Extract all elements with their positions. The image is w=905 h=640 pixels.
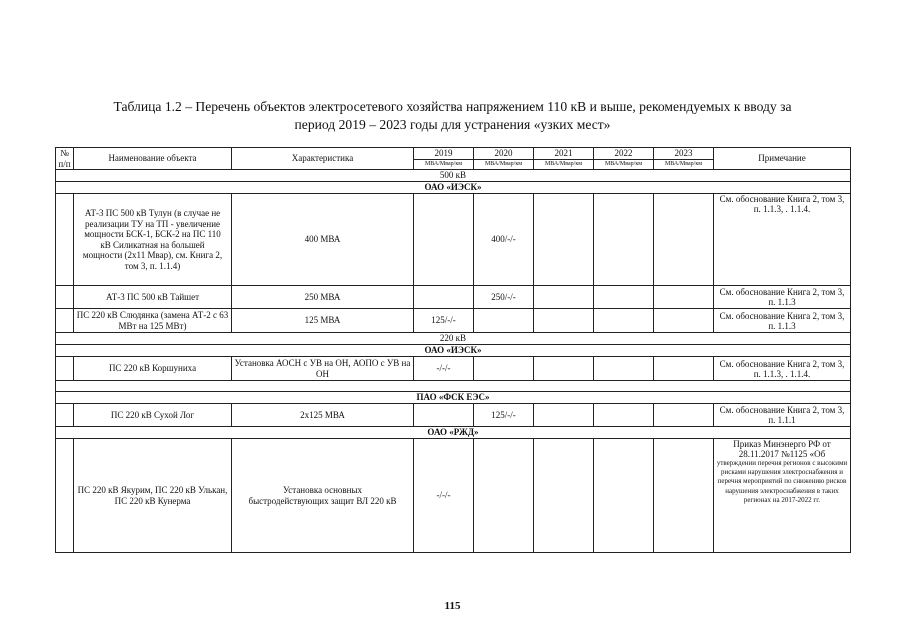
value-2020	[474, 439, 534, 553]
object-characteristic: 125 МВА	[232, 309, 414, 333]
table-row	[56, 309, 851, 333]
unit-2023: МВА/Мвар/км	[654, 159, 714, 169]
header-note: Примечание	[714, 148, 851, 170]
object-characteristic: Установка основных быстродействующих защит ВЛ 220 кВ	[232, 439, 414, 553]
table-caption	[40, 98, 865, 134]
page-number: 115	[444, 600, 461, 612]
value-2020	[474, 357, 534, 381]
object-name: ПС 220 кВ Коршуниха	[74, 357, 232, 381]
value-2019: 125/-/-	[414, 309, 474, 333]
unit-2022: МВА/Мвар/км	[594, 159, 654, 169]
note-order-tail: утверждении перечня регионов с высокими рисками нарушения электроснабжения и перечня мероприятий по снижению рисков нарушения электроснабжения в таких регионах на 2017-2022 гг.	[716, 459, 848, 504]
unit-2021: МВА/Мвар/км	[534, 159, 594, 169]
object-characteristic: 400 МВА	[232, 194, 414, 286]
table-row-empty	[56, 381, 851, 392]
object-note: См. обоснование Книга 2, том 3, п. 1.1.3, . 1.1.4.	[714, 357, 851, 381]
table-row	[56, 286, 851, 309]
object-note: См. обоснование Книга 2, том 3, п. 1.1.1	[714, 404, 851, 427]
object-characteristic: 250 МВА	[232, 286, 414, 309]
table-row	[56, 404, 851, 427]
objects-table	[55, 147, 851, 553]
table-row	[56, 194, 851, 286]
org-rzd: ОАО «РЖД»	[56, 427, 851, 439]
object-name: АТ-3 ПС 500 кВ Тайшет	[74, 286, 232, 309]
value-2019: -/-/-	[414, 439, 474, 553]
object-name: АТ-3 ПС 500 кВ Тулун (в случае не реализации ТУ на ТП - увеличение мощности БСК-1, БСК-2 на ПС 110 кВ Силикатная на большей мощности (2х11 Мвар), см. Книга 2, том 3, п. 1.1.4)	[74, 194, 232, 286]
org-iesk-2: ОАО «ИЭСК»	[56, 345, 851, 357]
value-2020: 250/-/-	[474, 286, 534, 309]
header-characteristic: Характеристика	[232, 148, 414, 170]
header-year-2020: 2020	[474, 148, 534, 160]
header-year-2023: 2023	[654, 148, 714, 160]
object-name: ПС 220 кВ Якурим, ПС 220 кВ Улькан, ПС 220 кВ Кунерма	[74, 439, 232, 553]
section-220kv: 220 кВ	[56, 333, 851, 345]
section-500kv: 500 кВ	[56, 170, 851, 182]
object-note: См. обоснование Книга 2, том 3, п. 1.1.3	[714, 309, 851, 333]
header-year-2022: 2022	[594, 148, 654, 160]
object-note: См. обоснование Книга 2, том 3, п. 1.1.3, . 1.1.4.	[714, 194, 851, 286]
value-2020	[474, 309, 534, 333]
object-name: ПС 220 кВ Сухой Лог	[74, 404, 232, 427]
value-2019: -/-/-	[414, 357, 474, 381]
value-2019	[414, 286, 474, 309]
unit-2020: МВА/Мвар/км	[474, 159, 534, 169]
value-2019	[414, 194, 474, 286]
header-name: Наименование объекта	[74, 148, 232, 170]
object-characteristic: Установка АОСН с УВ на ОН, АОПО с УВ на ОН	[232, 357, 414, 381]
value-2019	[414, 404, 474, 427]
value-2020: 400/-/-	[474, 194, 534, 286]
object-note	[714, 439, 851, 553]
header-year-2019: 2019	[414, 148, 474, 160]
org-iesk-1: ОАО «ИЭСК»	[56, 182, 851, 194]
object-note: См. обоснование Книга 2, том 3, п. 1.1.3	[714, 286, 851, 309]
header-year-2021: 2021	[534, 148, 594, 160]
caption-line-2: период 2019 – 2023 годы для устранения «узких мест»	[294, 117, 611, 132]
note-order-head: Приказ Минэнерго РФ от 28.11.2017 №1125 «Об	[733, 439, 831, 459]
table-row	[56, 357, 851, 381]
table-row	[56, 439, 851, 553]
object-name: ПС 220 кВ Слюдянка (замена АТ-2 с 63 МВт на 125 МВт)	[74, 309, 232, 333]
caption-line-1: Таблица 1.2 – Перечень объектов электросетевого хозяйства напряжением 110 кВ и выше, рекомендуемых к вводу за	[113, 99, 792, 114]
header-num: № п/п	[56, 148, 74, 170]
value-2020: 125/-/-	[474, 404, 534, 427]
unit-2019: МВА/Мвар/км	[414, 159, 474, 169]
object-characteristic: 2х125 МВА	[232, 404, 414, 427]
org-fsk: ПАО «ФСК ЕЭС»	[56, 392, 851, 404]
